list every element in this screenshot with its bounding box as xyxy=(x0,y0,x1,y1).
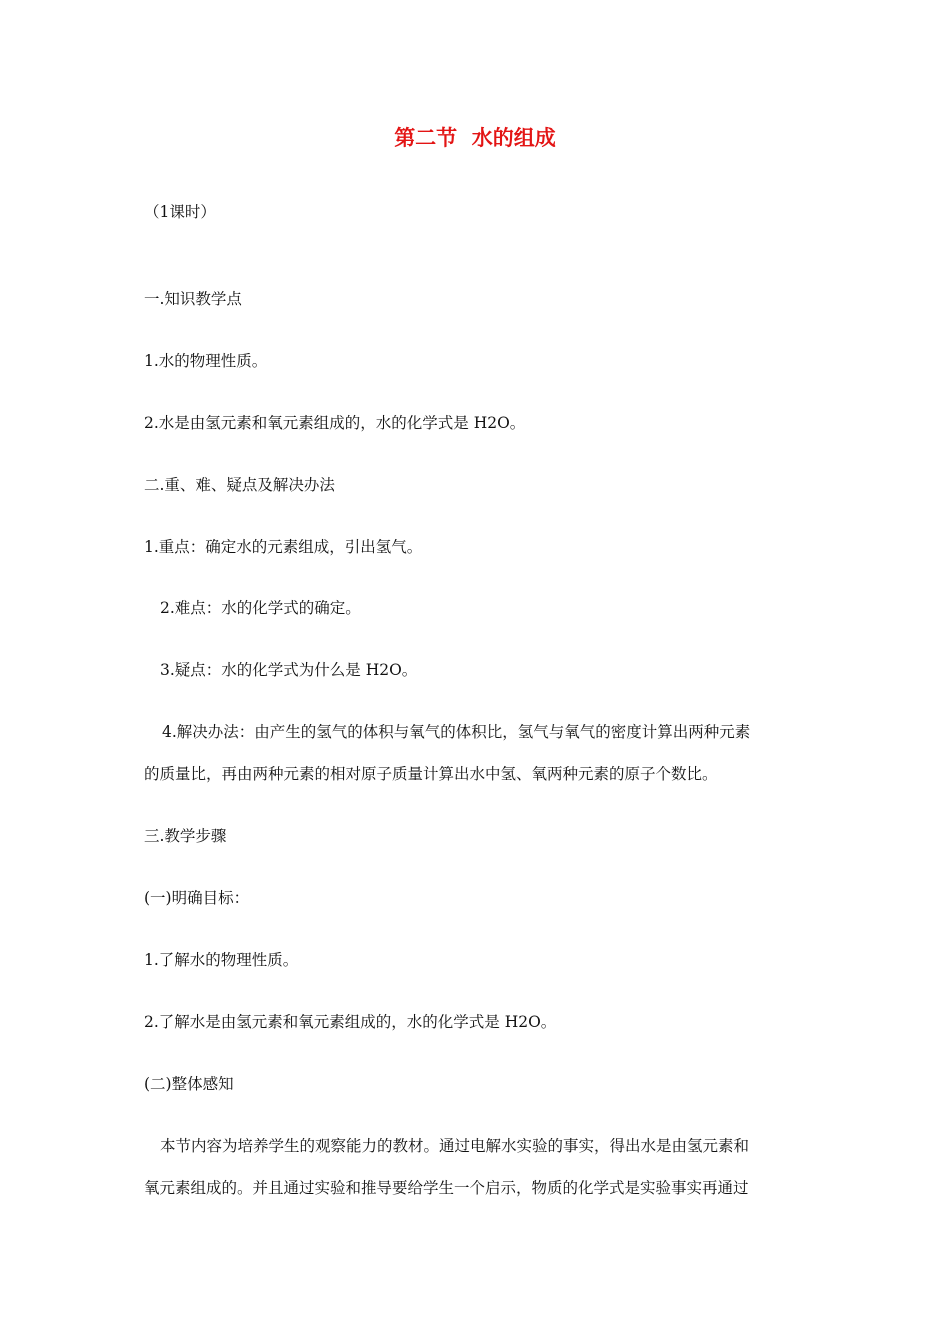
paragraph: 2.了解水是由氢元素和氧元素组成的，水的化学式是 H2O。 xyxy=(144,1013,557,1031)
section-heading-teaching-steps: 三.教学步骤 xyxy=(144,827,227,845)
lesson-duration: （1课时） xyxy=(144,203,216,221)
subsection-heading-overview: (二)整体感知 xyxy=(144,1075,234,1093)
paragraph: 1.了解水的物理性质。 xyxy=(144,951,299,969)
paragraph: 的质量比，再由两种元素的相对原子质量计算出水中氢、氧两种元素的原子个数比。 xyxy=(144,765,718,783)
paragraph: 本节内容为培养学生的观察能力的教材。通过电解水实验的事实，得出水是由氢元素和 xyxy=(160,1137,750,1155)
paragraph: 氧元素组成的。并且通过实验和推导要给学生一个启示，物质的化学式是实验事实再通过 xyxy=(144,1179,749,1197)
paragraph: 4.解决办法：由产生的氢气的体积与氧气的体积比，氢气与氧气的密度计算出两种元素 xyxy=(162,723,751,741)
paragraph: 3.疑点：水的化学式为什么是 H2O。 xyxy=(160,661,418,679)
page-title: 第二节 水的组成 xyxy=(394,126,556,150)
section-heading-knowledge-points: 一.知识教学点 xyxy=(144,290,242,308)
paragraph: 1.水的物理性质。 xyxy=(144,352,268,370)
section-heading-key-points: 二.重、难、疑点及解决办法 xyxy=(144,476,335,494)
paragraph: 2.难点：水的化学式的确定。 xyxy=(160,599,361,617)
paragraph: 1.重点：确定水的元素组成，引出氢气。 xyxy=(144,538,423,556)
paragraph: 2.水是由氢元素和氧元素组成的，水的化学式是 H2O。 xyxy=(144,414,526,432)
subsection-heading-goals: (一)明确目标： xyxy=(144,889,250,907)
